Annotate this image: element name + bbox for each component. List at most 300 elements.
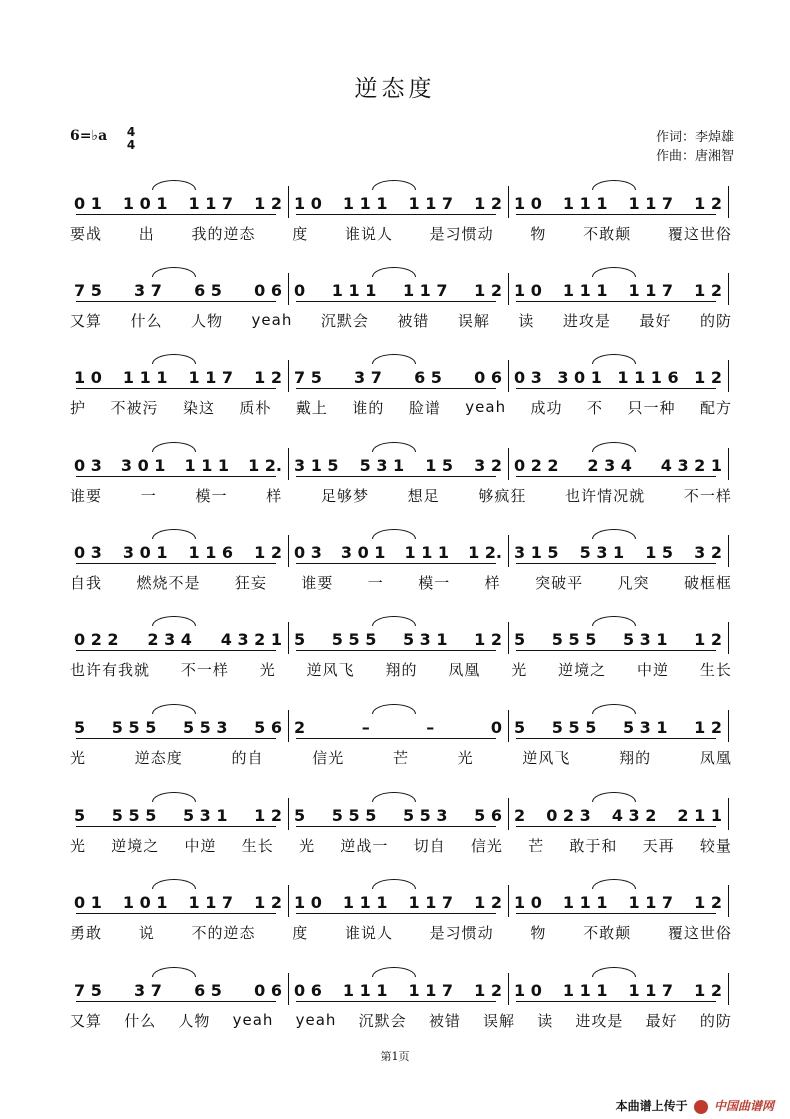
lyric-word: 物 xyxy=(530,923,547,942)
lyric-word: 进攻是 xyxy=(562,311,611,330)
lyric-word: 凤凰 xyxy=(448,660,481,679)
note-group: 2 1 1 xyxy=(677,805,722,825)
lyric-word: 不的逆态 xyxy=(191,923,256,942)
tie-arc xyxy=(372,967,416,977)
lyric-word: 脸谱 xyxy=(408,398,441,417)
bar-line xyxy=(288,448,289,480)
note-group: 3 0 1 xyxy=(120,455,166,475)
lyric-word: 中逆 xyxy=(637,660,670,679)
beam-line xyxy=(516,388,716,389)
note-group: 1 1 1 xyxy=(342,980,388,1000)
tie-arc xyxy=(152,616,196,626)
note-group: 0 6 xyxy=(254,980,282,1000)
note-group: 1 0 xyxy=(514,980,542,1000)
note-group: 1 2 xyxy=(694,193,722,213)
beam-line xyxy=(296,563,496,564)
lyric-word: 光 xyxy=(70,836,87,855)
note-group: 6 5 xyxy=(194,980,222,1000)
note-group: 5 5 3 xyxy=(402,805,448,825)
bar-line xyxy=(728,535,729,567)
bar-line xyxy=(288,798,289,830)
lyric-word: 不一样 xyxy=(180,660,229,679)
lyric-word: 说 xyxy=(138,923,155,942)
site-logo-icon xyxy=(694,1100,708,1114)
lyric-word: 沉默会 xyxy=(320,311,369,330)
lyric-word: 沉默会 xyxy=(358,1011,407,1030)
note-group: 0 6 xyxy=(254,280,282,300)
notes-row xyxy=(70,624,732,654)
note-group: 5 xyxy=(294,629,306,649)
note-group: 1 2. xyxy=(248,455,282,475)
lyric-word: 配方 xyxy=(699,398,732,417)
note-group: 2 3 4 xyxy=(147,629,192,649)
tie-arc xyxy=(592,442,636,452)
tie-arc xyxy=(152,442,196,452)
bar-line xyxy=(508,186,509,218)
lyric-word: 不敢颠 xyxy=(583,224,632,243)
note-group: 1 2 xyxy=(474,892,502,912)
note-group: – xyxy=(361,717,370,737)
note-group: 1 2 xyxy=(694,717,722,737)
beam-line xyxy=(516,913,716,914)
note-group: 1 1 1 xyxy=(342,193,388,213)
lyric-word: 覆这世俗 xyxy=(667,224,732,243)
beam-line xyxy=(296,388,496,389)
lyrics-row xyxy=(70,744,732,770)
lyric-word: 谁说人 xyxy=(344,923,393,942)
key-signature: 6=♭a xyxy=(70,128,108,144)
beam-line xyxy=(76,388,276,389)
page-number: 第1页 xyxy=(380,1050,410,1063)
note-group: 5 5 5 xyxy=(111,717,157,737)
beam-line xyxy=(76,913,276,914)
note-group: 3 0 1 xyxy=(557,367,602,387)
note-group: 5 5 5 xyxy=(551,717,597,737)
note-group: 1 2 xyxy=(694,367,722,387)
note-group: 5 6 xyxy=(474,805,502,825)
beam-line xyxy=(296,738,496,739)
note-group: 5 3 1 xyxy=(359,455,405,475)
note-group: 1 2 xyxy=(694,892,722,912)
lyric-word: 勇敢 xyxy=(70,923,103,942)
beam-line xyxy=(76,476,276,477)
note-group: 5 xyxy=(294,805,306,825)
bar-line xyxy=(288,273,289,305)
lyric-word: 光 xyxy=(457,748,474,767)
note-group: 1 1 1 xyxy=(562,980,608,1000)
composer-credit: 作曲：唐湘智 xyxy=(655,149,734,164)
lyric-word: 逆战一 xyxy=(340,836,389,855)
lyric-word: 光 xyxy=(299,836,316,855)
lyric-word: 度 xyxy=(292,224,309,243)
lyric-word: 逆风飞 xyxy=(306,660,355,679)
note-group: 1 2 xyxy=(474,280,502,300)
notes-row xyxy=(70,537,732,567)
note-group: 0 3 xyxy=(294,542,322,562)
lyric-word: 最好 xyxy=(645,1011,678,1030)
lyric-word: 不 xyxy=(587,398,604,417)
note-group: 1 1 7 xyxy=(408,980,454,1000)
bar-line xyxy=(508,710,509,742)
lyric-word: 天再 xyxy=(642,836,675,855)
note-group: 1 1 6 xyxy=(188,542,234,562)
meter-bottom: 4 xyxy=(126,138,136,152)
note-group: 5 3 1 xyxy=(622,717,668,737)
note-group: 3 0 1 xyxy=(340,542,386,562)
note-group: 0 1 xyxy=(74,892,102,912)
lyric-word: 读 xyxy=(518,311,535,330)
note-group: 1 1 1 xyxy=(562,280,608,300)
note-group: 5 3 1 xyxy=(182,805,228,825)
note-group: 4 3 2 1 xyxy=(660,455,722,475)
tie-arc xyxy=(372,267,416,277)
lyric-word: 又算 xyxy=(70,1011,103,1030)
beam-line xyxy=(296,214,496,215)
note-group: 0 6 xyxy=(474,367,502,387)
lyric-word: 谁说人 xyxy=(344,224,393,243)
lyric-word: 的防 xyxy=(699,311,732,330)
note-group: 1 2 xyxy=(694,980,722,1000)
note-group: 1 1 7 xyxy=(628,280,674,300)
lyric-word: 的防 xyxy=(699,1011,732,1030)
lyric-word: 又算 xyxy=(70,311,103,330)
lyric-word: 切自 xyxy=(413,836,446,855)
tie-arc xyxy=(592,267,636,277)
note-group: 7 5 xyxy=(74,980,102,1000)
note-group: 1 1 7 xyxy=(408,892,454,912)
beam-line xyxy=(516,476,716,477)
note-group: 0 3 xyxy=(74,542,102,562)
note-group: – xyxy=(426,717,435,737)
note-group: 5 xyxy=(514,717,526,737)
lyric-word: 只一种 xyxy=(627,398,676,417)
notes-row xyxy=(70,188,732,218)
note-group: 1 0 1 xyxy=(122,892,168,912)
lyric-word: 人物 xyxy=(178,1011,211,1030)
note-group: 5 5 5 xyxy=(111,805,157,825)
lyrics-row xyxy=(70,656,732,682)
note-group: 1 5 xyxy=(645,542,674,562)
lyric-word: 人物 xyxy=(191,311,224,330)
lyric-word: 较量 xyxy=(699,836,732,855)
tie-arc xyxy=(592,704,636,714)
lyric-word: yeah xyxy=(232,1011,274,1029)
lyric-word: 被错 xyxy=(428,1011,461,1030)
beam-line xyxy=(516,650,716,651)
lyric-word: 信光 xyxy=(312,748,345,767)
lyric-word: 我的逆态 xyxy=(191,224,256,243)
beam-line xyxy=(76,650,276,651)
lyric-word: 成功 xyxy=(530,398,563,417)
beam-line xyxy=(296,301,496,302)
lyric-word: 误解 xyxy=(483,1011,516,1030)
note-group: 3 7 xyxy=(134,280,162,300)
note-group: 0 3 xyxy=(514,367,542,387)
note-group: 1 1 1 xyxy=(562,193,608,213)
note-group: 1 1 7 xyxy=(628,980,674,1000)
lyric-word: 不一样 xyxy=(683,486,732,505)
lyric-word: 最好 xyxy=(639,311,672,330)
note-group: 1 0 xyxy=(294,892,322,912)
bar-line xyxy=(288,535,289,567)
page-title: 逆态度 xyxy=(354,76,436,102)
note-group: 3 7 xyxy=(354,367,382,387)
beam-line xyxy=(296,650,496,651)
note-group: 0 1 xyxy=(74,193,102,213)
lyric-word: 翔的 xyxy=(619,748,652,767)
lyric-word: 想足 xyxy=(407,486,440,505)
note-group: 1 1 7 xyxy=(408,193,454,213)
upload-prefix: 本曲谱上传于 xyxy=(615,1099,688,1113)
tie-arc xyxy=(372,529,416,539)
tie-arc xyxy=(372,704,416,714)
note-group: 5 5 5 xyxy=(331,805,377,825)
note-group: 1 2 xyxy=(474,980,502,1000)
lyric-word: 被错 xyxy=(397,311,430,330)
lyric-word: 要战 xyxy=(70,224,103,243)
bar-line xyxy=(508,273,509,305)
meter-top: 4 xyxy=(126,125,136,139)
bar-line xyxy=(728,448,729,480)
lyric-word: 够疯狂 xyxy=(478,486,527,505)
lyrics-row xyxy=(70,307,732,333)
tie-arc xyxy=(592,180,636,190)
lyric-word: 度 xyxy=(292,923,309,942)
note-group: 5 3 1 xyxy=(622,629,668,649)
note-group: 7 5 xyxy=(294,367,322,387)
note-group: 1 1 7 xyxy=(188,193,234,213)
bar-line xyxy=(728,973,729,1005)
lyric-word: 谁的 xyxy=(352,398,385,417)
tie-arc xyxy=(152,180,196,190)
note-group: 0 2 2 xyxy=(514,455,559,475)
bar-line xyxy=(728,885,729,917)
tie-arc xyxy=(372,354,416,364)
note-group: 5 xyxy=(74,717,86,737)
note-group: 1 2 xyxy=(474,629,502,649)
note-group: 1 1 7 xyxy=(628,892,674,912)
beam-line xyxy=(76,738,276,739)
note-group: 2 xyxy=(514,805,526,825)
tie-arc xyxy=(152,704,196,714)
note-group: 0 6 xyxy=(294,980,322,1000)
bar-line xyxy=(728,710,729,742)
notes-row xyxy=(70,362,732,392)
lyric-word: 物 xyxy=(530,224,547,243)
note-group: 3 1 5 xyxy=(514,542,559,562)
lyric-word: 是习惯动 xyxy=(429,923,494,942)
note-group: 3 1 5 xyxy=(294,455,339,475)
bar-line xyxy=(728,273,729,305)
note-group: 0 3 xyxy=(74,455,102,475)
tie-arc xyxy=(592,616,636,626)
lyric-word: yeah xyxy=(295,1011,337,1029)
lyric-word: 模一 xyxy=(418,573,451,592)
tie-arc xyxy=(372,879,416,889)
lyric-word: 也许情况就 xyxy=(565,486,646,505)
beam-line xyxy=(516,214,716,215)
lyric-word: 误解 xyxy=(457,311,490,330)
bar-line xyxy=(508,885,509,917)
note-group: 5 3 1 xyxy=(402,629,448,649)
tie-arc xyxy=(152,354,196,364)
note-group: 5 3 1 xyxy=(579,542,625,562)
note-group: 4 3 2 1 xyxy=(220,629,282,649)
beam-line xyxy=(516,1001,716,1002)
note-group: 1 2. xyxy=(468,542,502,562)
bar-line xyxy=(728,186,729,218)
note-group: 1 1 7 xyxy=(188,892,234,912)
tie-arc xyxy=(592,529,636,539)
bar-line xyxy=(288,360,289,392)
tie-arc xyxy=(372,180,416,190)
tie-arc xyxy=(152,792,196,802)
lyric-word: 中逆 xyxy=(184,836,217,855)
lyric-word: 足够梦 xyxy=(320,486,369,505)
lyric-word: 自我 xyxy=(70,573,103,592)
upload-credit xyxy=(616,1097,774,1114)
beam-line xyxy=(296,826,496,827)
notes-row xyxy=(70,450,732,480)
note-group: 1 1 7 xyxy=(402,280,448,300)
note-group: 1 2 xyxy=(694,629,722,649)
lyric-word: 生长 xyxy=(699,660,732,679)
tie-arc xyxy=(372,442,416,452)
note-group: 1 2 xyxy=(254,367,282,387)
beam-line xyxy=(76,301,276,302)
lyric-word: 燃烧不是 xyxy=(136,573,201,592)
lyric-word: 突破平 xyxy=(535,573,584,592)
lyric-word: 生长 xyxy=(241,836,274,855)
lyric-word: 敢于和 xyxy=(569,836,618,855)
lyric-word: 质朴 xyxy=(239,398,272,417)
lyric-word: 的自 xyxy=(231,748,264,767)
lyric-word: 样 xyxy=(484,573,501,592)
note-group: 6 5 xyxy=(414,367,442,387)
note-group: 1 0 xyxy=(294,193,322,213)
bar-line xyxy=(288,710,289,742)
tie-arc xyxy=(592,354,636,364)
lyric-word: 也许有我就 xyxy=(70,660,151,679)
note-group: 4 3 2 xyxy=(611,805,657,825)
lyrics-row xyxy=(70,1007,732,1033)
beam-line xyxy=(76,214,276,215)
lyric-word: 出 xyxy=(138,224,155,243)
note-group: 1 1 1 xyxy=(562,892,608,912)
lyric-word: 逆境之 xyxy=(111,836,160,855)
bar-line xyxy=(508,622,509,654)
lyric-word: 芒 xyxy=(528,836,545,855)
beam-line xyxy=(516,738,716,739)
beam-line xyxy=(296,476,496,477)
lyric-word: 什么 xyxy=(124,1011,157,1030)
lyric-word: 凤凰 xyxy=(699,748,732,767)
lyric-word: 逆风飞 xyxy=(522,748,571,767)
time-signature xyxy=(124,126,138,152)
note-group: 1 0 1 xyxy=(122,193,168,213)
bar-line xyxy=(508,798,509,830)
lyric-word: 不被污 xyxy=(110,398,159,417)
note-group: 5 5 3 xyxy=(182,717,228,737)
tie-arc xyxy=(592,879,636,889)
lyrics-row xyxy=(70,569,732,595)
lyric-word: 谁要 xyxy=(70,486,103,505)
note-group: 1 2 xyxy=(254,892,282,912)
bar-line xyxy=(288,186,289,218)
note-group: 5 5 5 xyxy=(331,629,377,649)
bar-line xyxy=(508,360,509,392)
note-group: 1 1 1 6 xyxy=(617,367,679,387)
note-group: 1 1 1 xyxy=(342,892,388,912)
beam-line xyxy=(516,301,716,302)
note-group: 1 2 xyxy=(254,542,282,562)
note-group: 3 2 xyxy=(694,542,722,562)
bar-line xyxy=(728,622,729,654)
lyrics-row xyxy=(70,832,732,858)
lyric-word: 逆态度 xyxy=(134,748,183,767)
lyric-word: 一 xyxy=(367,573,384,592)
note-group: 6 5 xyxy=(194,280,222,300)
note-group: 1 0 xyxy=(514,892,542,912)
bar-line xyxy=(288,885,289,917)
note-group: 5 6 xyxy=(254,717,282,737)
beam-line xyxy=(296,913,496,914)
tie-arc xyxy=(592,792,636,802)
note-group: 1 0 xyxy=(514,280,542,300)
bar-line xyxy=(728,798,729,830)
note-group: 1 2 xyxy=(474,193,502,213)
note-group: 2 xyxy=(294,717,306,737)
note-group: 1 2 xyxy=(254,193,282,213)
lyric-word: 谁要 xyxy=(301,573,334,592)
note-group: 5 xyxy=(74,805,86,825)
bar-line xyxy=(508,973,509,1005)
lyric-word: 光 xyxy=(259,660,276,679)
lyric-word: 什么 xyxy=(130,311,163,330)
note-group: 1 0 xyxy=(74,367,102,387)
lyric-word: 覆这世俗 xyxy=(667,923,732,942)
lyric-word: 光 xyxy=(511,660,528,679)
notes-row xyxy=(70,275,732,305)
lyricist-credit: 作词：李焯雄 xyxy=(655,130,734,145)
note-group: 0 2 3 xyxy=(546,805,591,825)
lyric-word: 信光 xyxy=(470,836,503,855)
note-group: 1 1 7 xyxy=(188,367,234,387)
note-group: 1 1 1 xyxy=(331,280,377,300)
lyric-word: 是习惯动 xyxy=(429,224,494,243)
lyric-word: 一 xyxy=(140,486,157,505)
bar-line xyxy=(728,360,729,392)
note-group: 2 3 4 xyxy=(587,455,632,475)
lyric-word: 模一 xyxy=(195,486,228,505)
note-group: 1 1 1 xyxy=(122,367,168,387)
lyric-word: 进攻是 xyxy=(575,1011,624,1030)
lyric-word: 戴上 xyxy=(295,398,328,417)
note-group: 1 2 xyxy=(254,805,282,825)
tie-arc xyxy=(152,529,196,539)
bar-line xyxy=(288,622,289,654)
lyric-word: yeah xyxy=(251,311,293,329)
note-group: 3 0 1 xyxy=(122,542,168,562)
lyric-word: 染这 xyxy=(182,398,215,417)
beam-line xyxy=(296,1001,496,1002)
lyrics-row xyxy=(70,919,732,945)
note-group: 3 7 xyxy=(134,980,162,1000)
note-group: 1 0 xyxy=(514,193,542,213)
beam-line xyxy=(76,1001,276,1002)
note-group: 5 xyxy=(514,629,526,649)
bar-line xyxy=(288,973,289,1005)
